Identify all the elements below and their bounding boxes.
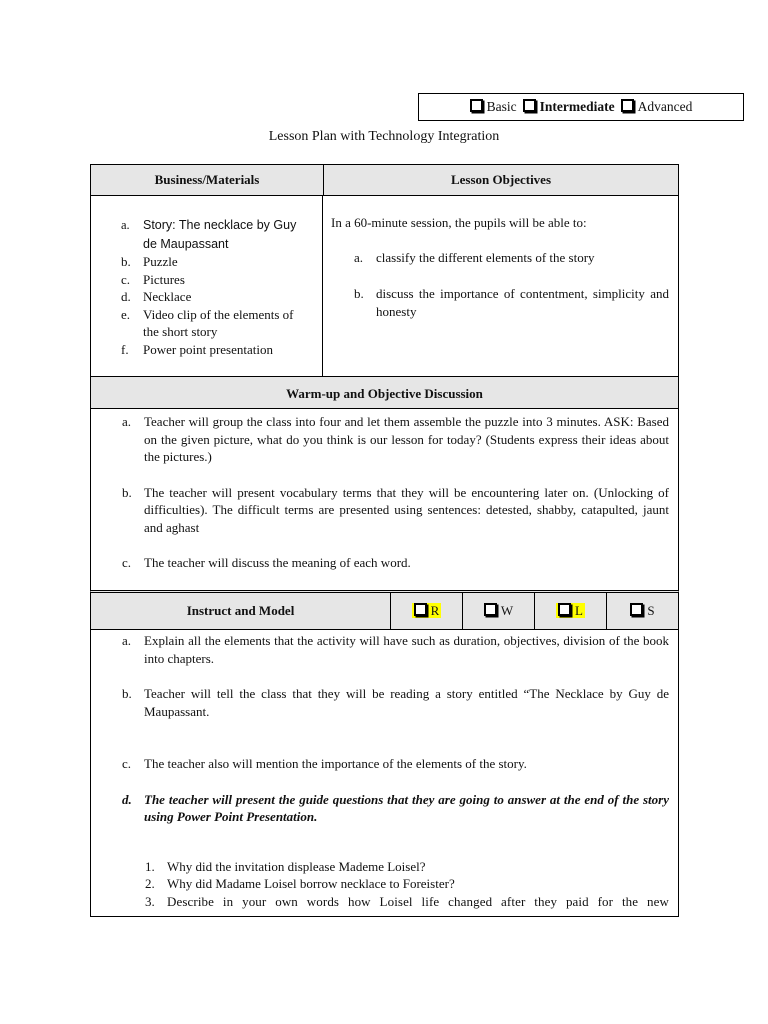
header-row — [90, 164, 679, 196]
list-item: a. classify the different elements of the story — [354, 250, 595, 265]
checkbox-icon — [621, 99, 634, 112]
checkbox-icon — [484, 603, 497, 616]
materials-cell — [91, 196, 323, 376]
checkbox-icon — [558, 603, 571, 616]
skill-w[interactable]: W — [463, 593, 535, 629]
level-option-advanced[interactable]: Advanced — [621, 99, 693, 115]
list-item: 3. Describe in your own words how Loisel life changed after they paid for the new — [145, 893, 669, 909]
list-item: d. Necklace — [121, 289, 192, 304]
instruct-list — [122, 632, 669, 826]
skill-highlight: R — [412, 603, 442, 618]
list-item: b. The teacher will present vocabulary terms that they will be encountering later on. (Unlocking of difficulties). The difficult terms are presented using sentences: detested, shabby, catapulted, jaunt and aghast — [122, 484, 669, 535]
list-item: c. Pictures — [121, 271, 185, 287]
objectives-cell — [323, 196, 678, 376]
checkbox-icon — [630, 603, 643, 616]
instruct-heading-row — [90, 590, 679, 630]
checkbox-icon — [470, 99, 483, 112]
materials-objectives-row — [90, 195, 679, 377]
warmup-heading: Warm-up and Objective Discussion — [90, 376, 679, 409]
level-selector — [418, 93, 744, 121]
list-item: a. Explain all the elements that the activity will have such as duration, objectives, division of the book into chapters. — [122, 633, 669, 666]
list-item: b. Teacher will tell the class that they will be reading a story entitled “The Necklace by Guy de Maupassant. — [122, 686, 669, 719]
list-item: b. Puzzle — [121, 254, 178, 269]
skill-highlight: L — [556, 603, 585, 618]
objectives-list — [331, 249, 669, 321]
warmup-body — [90, 408, 679, 591]
list-item: e. Video clip of the elements of the short story — [121, 306, 294, 339]
list-item: a. Teacher will group the class into four and let them assemble the puzzle into 3 minutes. ASK: Based on the given picture, what do you think is our lesson for today? (Students express their ideas about the pictures.) — [122, 414, 669, 464]
list-item: f. Power point presentation — [121, 341, 273, 357]
list-item: a. Story: The necklace by Guy de Maupassant — [121, 218, 297, 251]
list-item: c. The teacher will discuss the meaning of each word. — [122, 555, 411, 570]
checkbox-icon — [523, 99, 536, 112]
list-item: 1. Why did the invitation displease Mademe Loisel? — [145, 858, 426, 874]
list-item: d. The teacher will present the guide questions that they are going to answer at the end of the story using Power Point Presentation. — [122, 791, 669, 824]
level-option-intermediate[interactable]: Intermediate — [523, 99, 615, 115]
guide-questions — [144, 858, 669, 911]
list-item: b. discuss the importance of contentment, simplicity and honesty — [354, 286, 669, 319]
objectives-header: Lesson Objectives — [324, 165, 678, 195]
materials-list — [121, 216, 310, 358]
checkbox-icon — [414, 603, 427, 616]
level-option-basic[interactable]: Basic — [470, 99, 517, 115]
instruct-heading: Instruct and Model — [91, 593, 391, 629]
instruct-body — [90, 629, 679, 917]
skill-r[interactable] — [391, 593, 463, 629]
skill-l[interactable] — [535, 593, 607, 629]
list-item: c. The teacher also will mention the importance of the elements of the story. — [122, 756, 527, 771]
materials-header: Business/Materials — [91, 165, 324, 195]
list-item: 2. Why did Madame Loisel borrow necklace to Foreister? — [145, 876, 455, 891]
warmup-list — [122, 413, 669, 572]
document-title: Lesson Plan with Technology Integration — [268, 129, 500, 144]
objectives-intro: In a 60-minute session, the pupils will be able to: — [331, 215, 587, 230]
skill-s[interactable]: S — [607, 593, 678, 629]
